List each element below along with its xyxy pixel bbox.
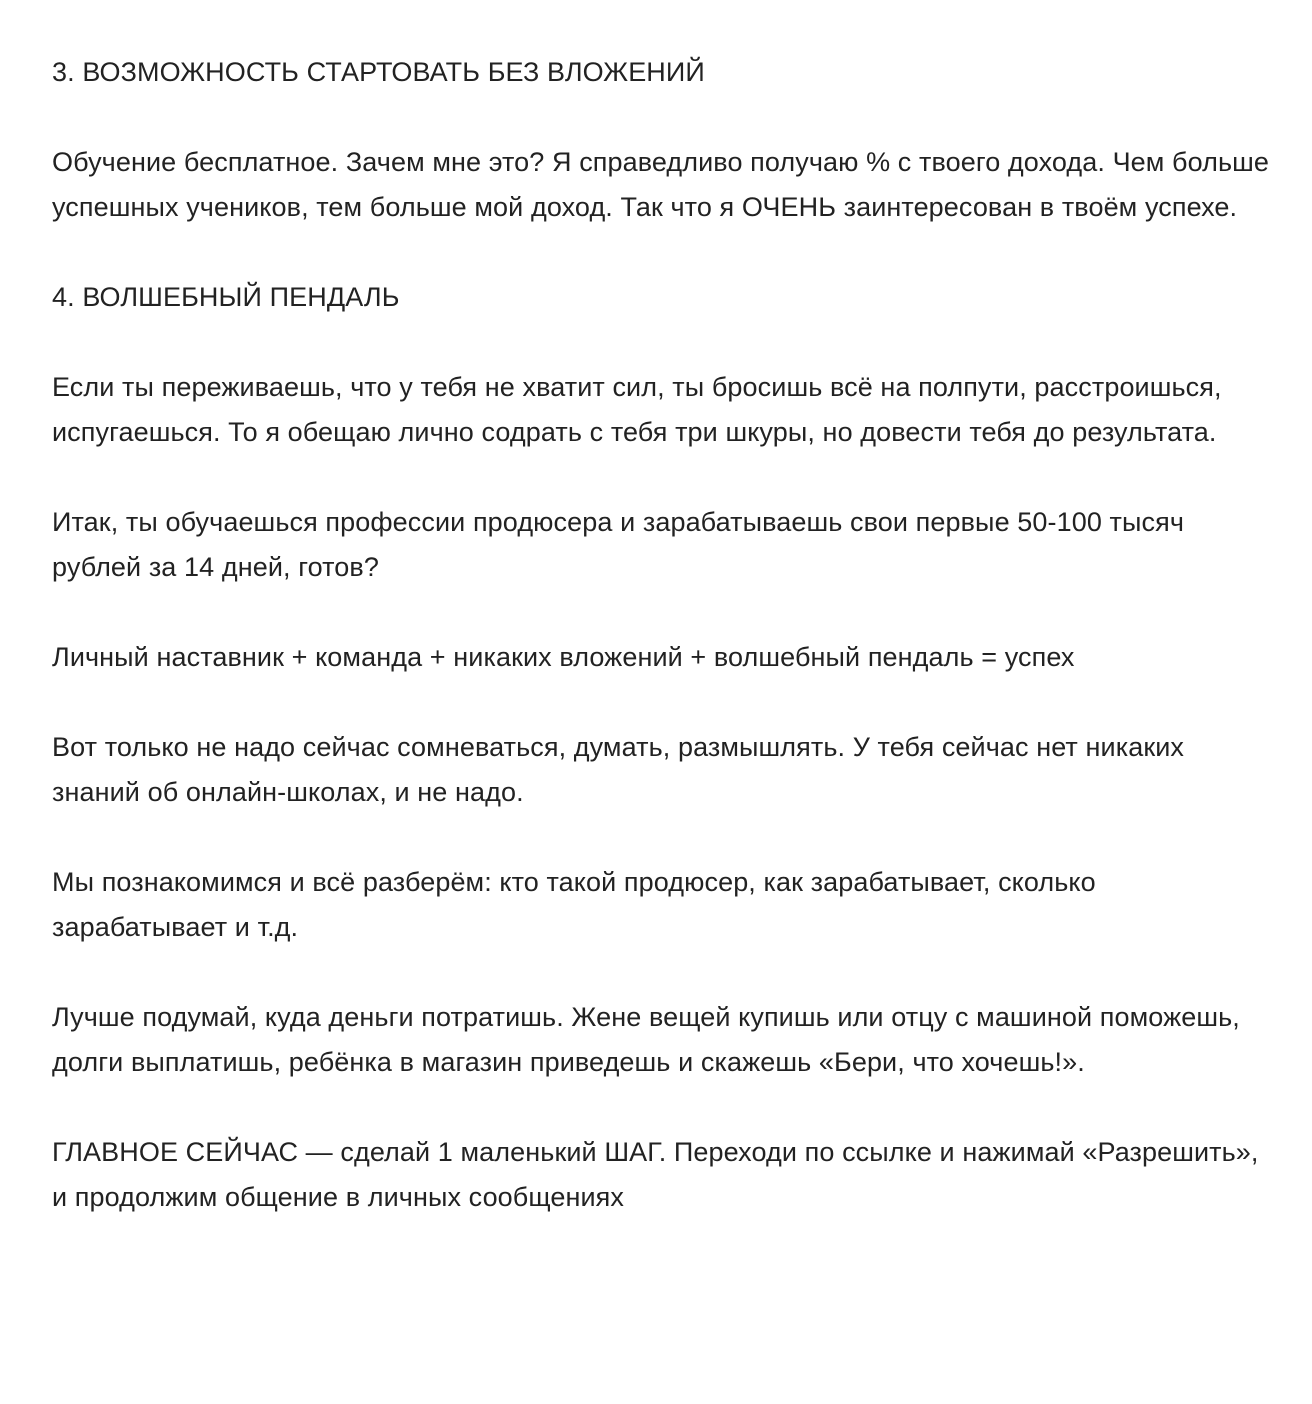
- post-body: [52, 50, 1277, 1220]
- paragraph-call-to-action: ГЛАВНОЕ СЕЙЧАС — сделай 1 маленький ШАГ. Переходи по ссылке и нажимай «Разрешить», и продолжим общение в личных сообщениях: [52, 1137, 1259, 1212]
- paragraph-spend-money: Лучше подумай, куда деньги потратишь. Жене вещей купишь или отцу с машиной поможешь, долги выплатишь, ребёнка в магазин приведешь и скажешь «Бери, что хочешь!».: [52, 1002, 1240, 1077]
- paragraph-get-acquainted: Мы познакомимся и всё разберём: кто такой продюсер, как зарабатывает, сколько зарабатывает и т.д.: [52, 867, 1096, 942]
- paragraph-magic-kick: Если ты переживаешь, что у тебя не хватит сил, ты бросишь всё на полпути, расстроишься, испугаешься. То я обещаю лично содрать с тебя три шкуры, но довести тебя до результата.: [52, 372, 1222, 447]
- section-heading-4: 4. ВОЛШЕБНЫЙ ПЕНДАЛЬ: [52, 282, 400, 312]
- paragraph-success-formula: Личный наставник + команда + никаких вложений + волшебный пендаль = успех: [52, 642, 1075, 672]
- paragraph-ready-question: Итак, ты обучаешься профессии продюсера и зарабатываешь свои первые 50-100 тысяч рублей за 14 дней, готов?: [52, 507, 1185, 582]
- section-heading-3: 3. ВОЗМОЖНОСТЬ СТАРТОВАТЬ БЕЗ ВЛОЖЕНИЙ: [52, 57, 705, 87]
- paragraph-free-training: Обучение бесплатное. Зачем мне это? Я справедливо получаю % с твоего дохода. Чем больше успешных учеников, тем больше мой доход. Так что я ОЧЕНЬ заинтересован в твоём успехе.: [52, 147, 1270, 222]
- paragraph-no-doubts: Вот только не надо сейчас сомневаться, думать, размышлять. У тебя сейчас нет никаких знаний об онлайн-школах, и не надо.: [52, 732, 1185, 807]
